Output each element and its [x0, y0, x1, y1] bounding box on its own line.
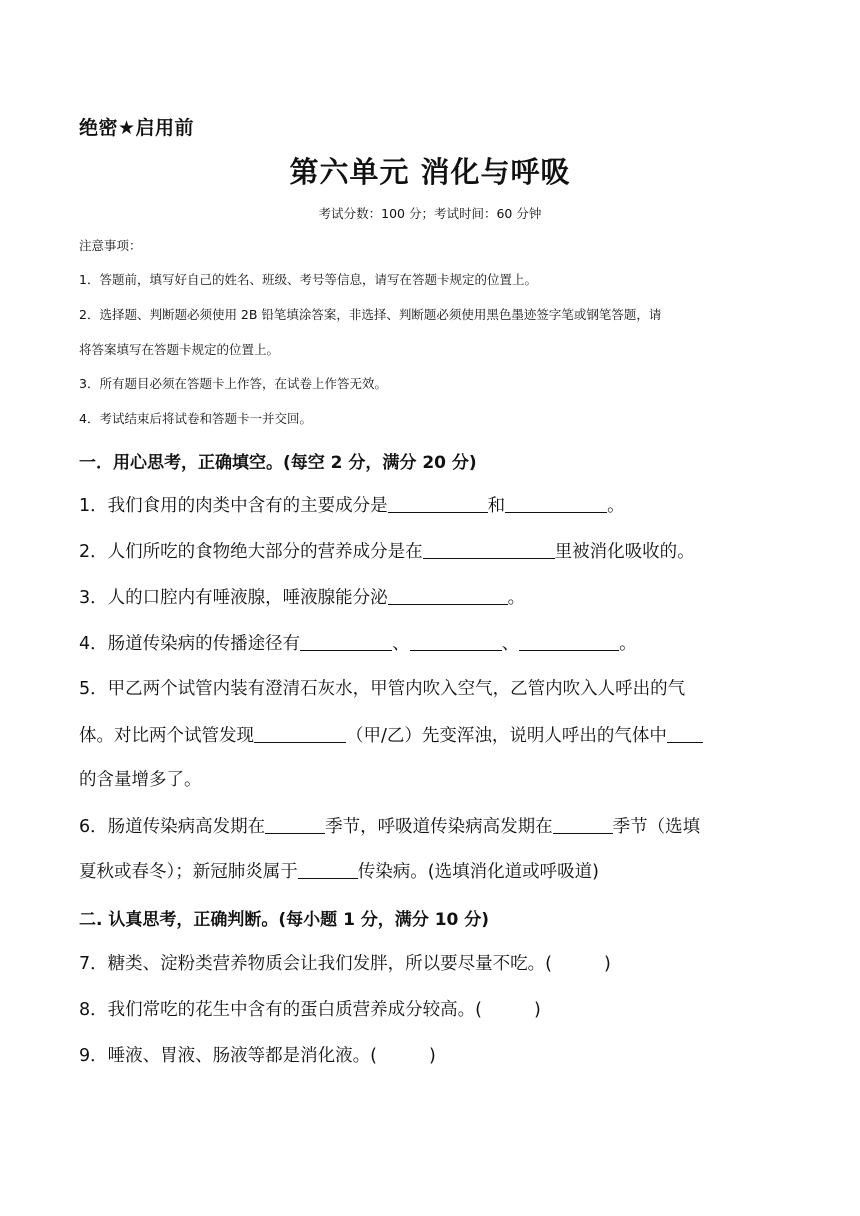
- question-5-line-2: [79, 724, 789, 747]
- q5-blank-1[interactable]: [254, 724, 346, 743]
- section-1-heading: 一．用心思考，正确填空。(每空 2 分，满分 20 分): [79, 453, 477, 473]
- q3-text-a: 3．人的口腔内有唾液腺，唾液腺能分泌: [79, 588, 388, 608]
- q3-blank-1[interactable]: [388, 586, 508, 605]
- q6-blank-2[interactable]: [553, 815, 613, 834]
- q7-text: 7．糖类、淀粉类营养物质会让我们发胖，所以要尽量不吃。: [79, 954, 546, 974]
- question-4: [79, 632, 789, 655]
- q2-text-b: 里被消化吸收的。: [554, 542, 695, 562]
- question-2: [79, 540, 789, 563]
- q6-blank-3[interactable]: [298, 860, 358, 879]
- q9-paren-open: (: [370, 1046, 377, 1066]
- question-9: [79, 1045, 789, 1067]
- q6-text-c: 季节（选填: [612, 817, 701, 837]
- q1-blank-2[interactable]: [505, 494, 607, 513]
- q5-text-a: 体。对比两个试管发现: [79, 726, 254, 746]
- question-3: [79, 586, 789, 609]
- q7-paren-close: ): [603, 954, 611, 974]
- question-5-line-1: 5．甲乙两个试管内装有澄清石灰水，甲管内吹入空气，乙管内吹入人呼出的气: [79, 679, 686, 699]
- q1-text-c: 。: [607, 496, 625, 516]
- notice-item-1: 1．答题前，填写好自己的姓名、班级、考号等信息，请写在答题卡规定的位置上。: [79, 272, 537, 287]
- q6-text-b: 季节，呼吸道传染病高发期在: [325, 817, 553, 837]
- q4-blank-2[interactable]: [410, 632, 502, 651]
- q1-text-b: 和: [487, 496, 506, 516]
- exam-info: 考试分数：100 分；考试时间：60 分钟: [318, 206, 542, 221]
- question-6-line-1: [79, 815, 789, 838]
- question-5-line-3: 的含量增多了。: [79, 770, 202, 790]
- notice-item-4: 4．考试结束后将试卷和答题卡一并交回。: [79, 411, 312, 426]
- page-title: 第六单元 消化与呼吸: [289, 155, 571, 189]
- question-7: [79, 953, 789, 975]
- q5-text-b: （甲/乙）先变浑浊，说明人呼出的气体中: [346, 726, 667, 746]
- q4-blank-3[interactable]: [519, 632, 619, 651]
- q9-paren-close: ): [428, 1046, 436, 1066]
- notice-item-2: 2．选择题、判断题必须使用 2B 铅笔填涂答案，非选择、判断题必须使用黑色墨迹签字笔或钢笔答题，请: [79, 307, 662, 322]
- notice-item-2-cont: 将答案填写在答题卡规定的位置上。: [79, 342, 280, 357]
- q4-blank-1[interactable]: [300, 632, 392, 651]
- notice-item-3: 3．所有题目必须在答题卡上作答，在试卷上作答无效。: [79, 376, 387, 391]
- q6-blank-1[interactable]: [265, 815, 325, 834]
- q1-text-a: 1．我们食用的肉类中含有的主要成分是: [79, 496, 388, 516]
- q4-text-b: 、: [392, 634, 410, 654]
- q4-text-a: 4．肠道传染病的传播途径有: [79, 634, 301, 654]
- q4-text-d: 。: [619, 634, 637, 654]
- q8-text: 8．我们常吃的花生中含有的蛋白质营养成分较高。: [79, 1000, 476, 1020]
- q9-text: 9．唾液、胃液、肠液等都是消化液。: [79, 1046, 371, 1066]
- q8-paren-open: (: [475, 1000, 482, 1020]
- q7-paren-open: (: [545, 954, 552, 974]
- question-8: [79, 999, 789, 1021]
- secret-label: 绝密★启用前: [79, 117, 195, 139]
- question-1: [79, 494, 789, 517]
- q5-blank-2[interactable]: [667, 724, 703, 743]
- q8-paren-close: ): [533, 1000, 541, 1020]
- question-6-line-2: [79, 860, 789, 883]
- q3-text-b: 。: [507, 588, 526, 608]
- notice-heading: 注意事项：: [79, 238, 142, 253]
- q4-text-c: 、: [501, 634, 520, 654]
- q2-text-a: 2．人们所吃的食物绝大部分的营养成分是在: [79, 542, 423, 562]
- q6-text-e: 传染病。(选填消化道或呼吸道): [357, 862, 599, 882]
- q6-text-a: 6．肠道传染病高发期在: [79, 817, 266, 837]
- q6-text-d: 夏秋或春冬）；新冠肺炎属于: [79, 862, 298, 882]
- section-2-heading: 二. 认真思考，正确判断。(每小题 1 分，满分 10 分): [79, 910, 490, 930]
- q1-blank-1[interactable]: [388, 494, 488, 513]
- q2-blank-1[interactable]: [423, 540, 555, 559]
